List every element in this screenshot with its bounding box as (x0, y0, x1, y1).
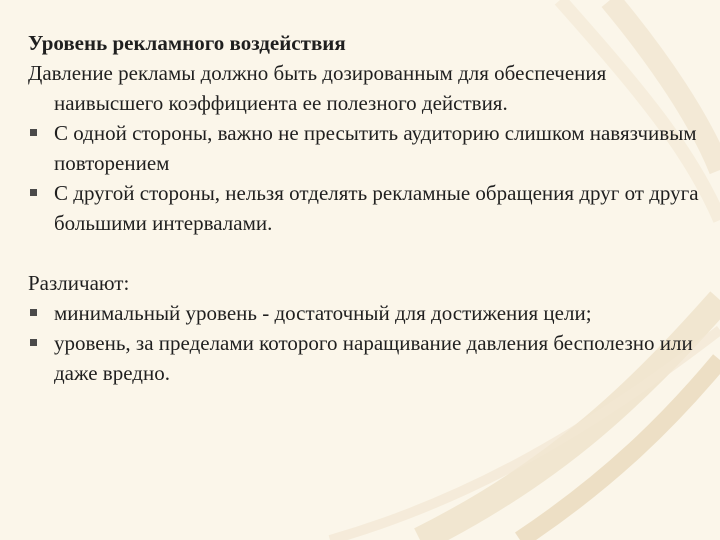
slide-content (28, 28, 708, 388)
slide-heading: Уровень рекламного воздействия (28, 31, 346, 55)
square-bullet-icon (30, 339, 37, 346)
square-bullet-icon (30, 189, 37, 196)
list-item (28, 328, 708, 388)
list-item-text: уровень, за пределами которого наращивание давления бесполезно или даже вредно. (54, 331, 693, 385)
list-item-text: минимальный уровень - достаточный для достижения цели; (54, 301, 592, 325)
square-bullet-icon (30, 129, 37, 136)
section-spacer (28, 238, 708, 268)
section-label: Различают: (28, 271, 130, 295)
list-item (28, 178, 708, 238)
list-item-text: С одной стороны, важно не пресытить аудиторию слишком навязчивым повторением (54, 121, 697, 175)
intro-paragraph: Давление рекламы должно быть дозированным для обеспечения наивысшего коэффициента ее полезного действия. (28, 61, 607, 115)
list-item-text: С другой стороны, нельзя отделять рекламные обращения друг от друга большими интервалами. (54, 181, 699, 235)
list-item (28, 298, 708, 328)
square-bullet-icon (30, 309, 37, 316)
list-item (28, 118, 708, 178)
